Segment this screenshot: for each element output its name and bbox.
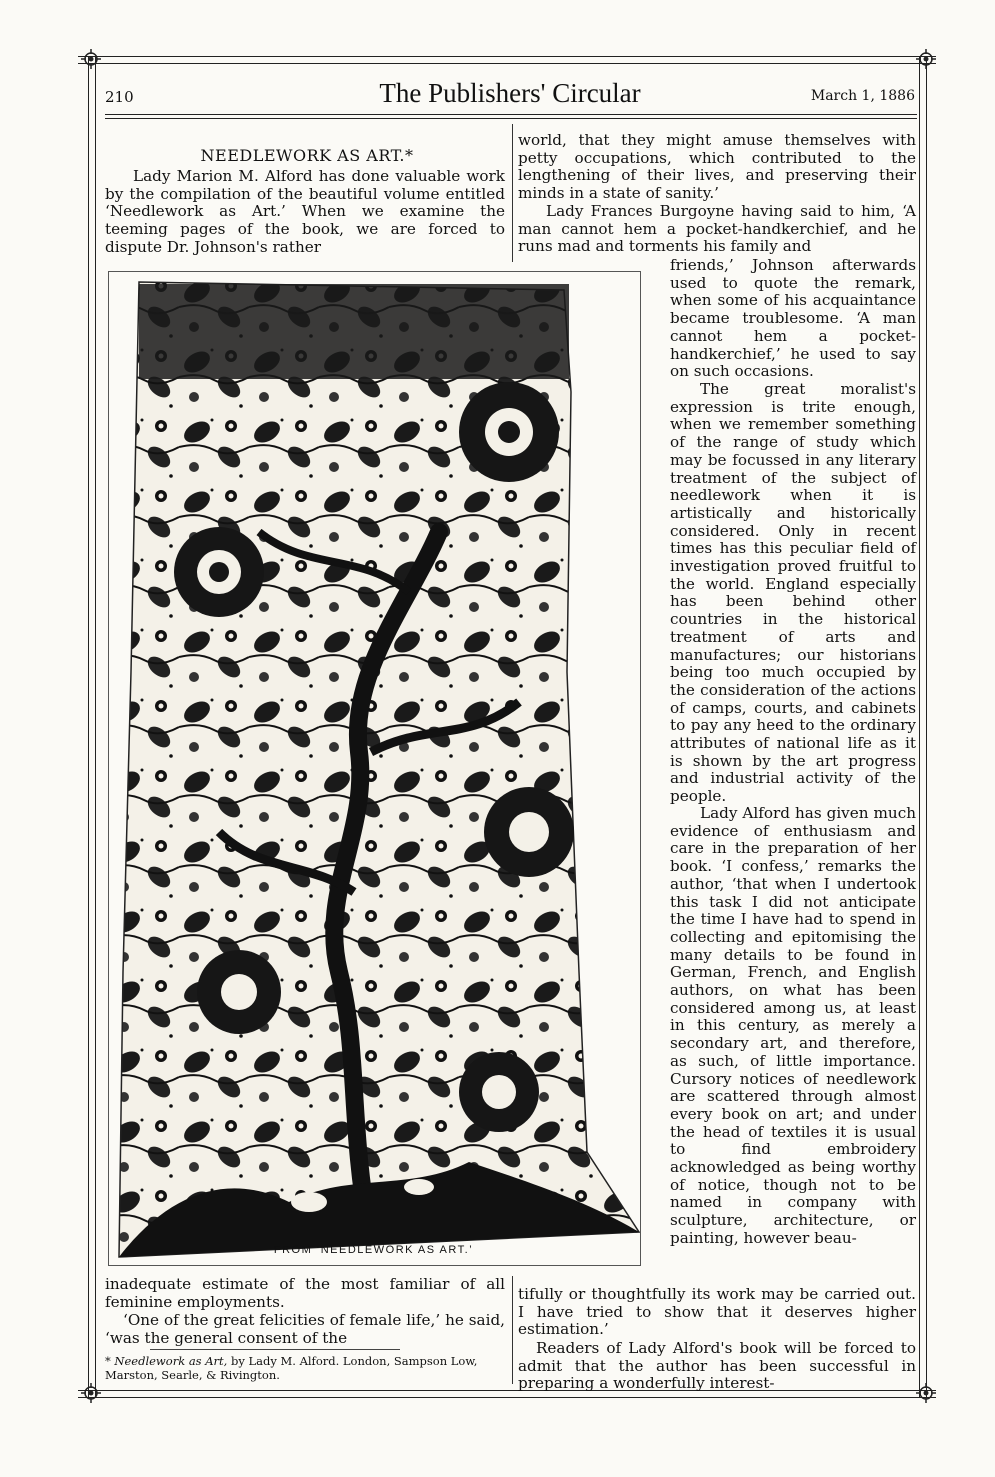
column-rule (512, 124, 513, 262)
corner-ornament-icon (80, 1382, 102, 1404)
corner-ornament-icon (915, 1382, 937, 1404)
footnote-rule (150, 1349, 400, 1350)
frame-right-outer-rule (926, 56, 927, 1397)
issue-date: March 1, 1886 (810, 88, 915, 104)
corner-ornament-icon (915, 48, 937, 70)
frame-bottom-outer-rule (78, 1397, 936, 1398)
running-header (105, 78, 915, 108)
paragraph: Readers of Lady Alford's book will be forced to admit that the author has been successful in preparing a wonderfully interest- (518, 1339, 916, 1393)
header-rule (105, 118, 917, 119)
paragraph: The great moralist's expression is trite enough, when we remember something of the range of study which may be focussed in any literary treatment of the subject of needlework when it is artistically and historically considered. Only in recent times has this peculiar field of investigation proved fruitful to the world. England especially has been behind other countries in the historical treatment of arts and manufactures; our historians being too much occupied by the consideration of the actions of camps, courts, and cabinets to pay any heed to the ordinary attributes of national life as it is shown by the art progress and industrial activity of the people. (670, 380, 916, 806)
header-rule (105, 114, 917, 115)
paragraph: inadequate estimate of the most familiar of all feminine employments. (105, 1275, 505, 1311)
paragraph: world, that they might amuse themselves with petty occupations, which contributed to the lengthening of their lives, and preserving their minds in a state of sanity.’ (518, 131, 916, 203)
frame-right-inner-rule (919, 56, 920, 1397)
footnote-mark: * (105, 1354, 111, 1368)
page-number: 210 (105, 88, 134, 106)
article-title: NEEDLEWORK AS ART.* (200, 146, 414, 165)
figure-caption: FROM ‘NEEDLEWORK AS ART.’ (273, 1244, 474, 1256)
frame-top-inner-rule (78, 63, 936, 64)
paragraph: Lady Marion M. Alford has done valuable work by the compilation of the beautiful volume entitled ‘Needlework as Art.’ When we examine the teeming pages of the book, we are forced to dispute Dr. Johnson's rather (105, 167, 505, 256)
frame-top-outer-rule (78, 56, 936, 57)
footnote-text: by Lady M. Alford. London, Sampson Low, Marston, Searle, & Rivington. (105, 1354, 478, 1382)
embroidered-textile-icon (109, 272, 640, 1265)
paragraph: tifully or thoughtfully its work may be carried out. I have tried to show that it deserves higher estimation.’ (518, 1285, 916, 1339)
frame-left-outer-rule (88, 56, 89, 1397)
frame-left-inner-rule (95, 56, 96, 1397)
paragraph: ‘One of the great felicities of female life,’ he said, ‘was the general consent of the (105, 1311, 505, 1347)
footnote-book-title: Needlework as Art, (114, 1354, 228, 1368)
footnote (105, 1354, 509, 1382)
column-rule (512, 1276, 513, 1384)
paragraph: Lady Frances Burgoyne having said to him, ‘A man cannot hem a pocket-handkerchief, and he runs mad and torments his family and (518, 202, 916, 256)
paragraph: Lady Alford has given much evidence of enthusiasm and care in the preparation of her book. ‘I confess,’ remarks the author, ‘that when I undertook this task I did not anticipate the time I have had to spend in collecting and epitomising the many details to be found in German, French, and English authors, on what has been considered among us, at least in this century, as merely a secondary art, and therefore, as such, of little importance. Cursory notices of needlework are scattered through almost every book on art; and under the head of textiles it is usual to find embroidery acknowledged as being worthy of notice, though not to be named in company with sculpture, architecture, or painting, however beau- (670, 804, 916, 1247)
publication-title: The Publishers' Circular (379, 78, 641, 108)
embroidery-illustration (108, 271, 641, 1266)
corner-ornament-icon (80, 48, 102, 70)
paragraph: friends,’ Johnson afterwards used to quote the remark, when some of his acquaintance became troublesome. ‘A man cannot hem a pocket-handkerchief,’ he used to say on such occasions. (670, 256, 916, 381)
